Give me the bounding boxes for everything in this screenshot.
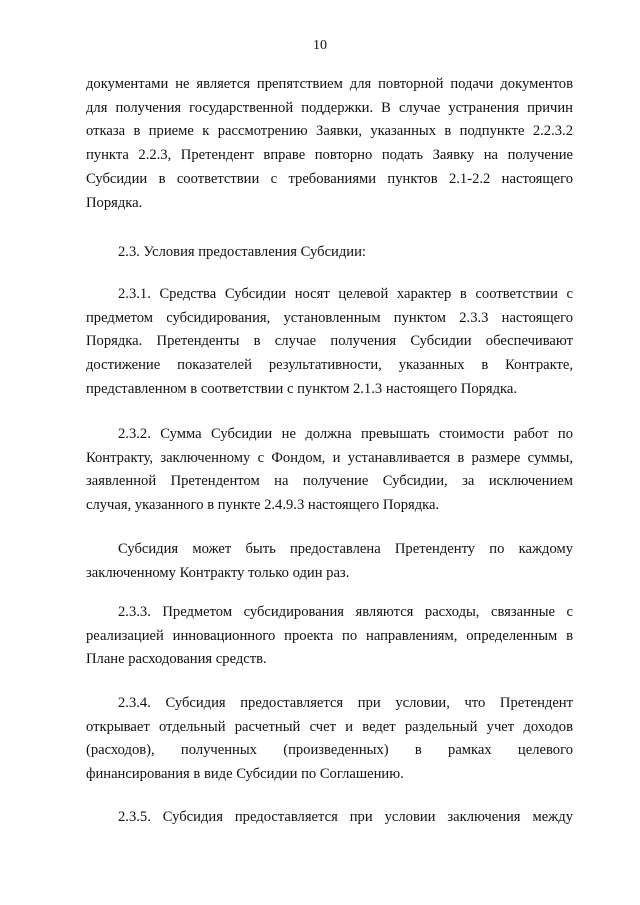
text-line: Порядка. (86, 194, 143, 211)
text-line: Порядка. Претенденты в случае получения Субсидии обеспечивают (86, 333, 573, 350)
text-line: Плане расходования средств. (86, 651, 267, 668)
paragraph-single-subsidy (86, 538, 573, 585)
text-line: документами не является препятствием для повторной подачи документов (86, 76, 573, 92)
text-line: заявленной Претендентом на получение Субсидии, за исключением (86, 473, 573, 490)
text-line: 2.3.5. Субсидия предоставляется при условии заключения между (118, 809, 573, 825)
text-line: реализацией инновационного проекта по направлениям, определенным в (86, 627, 573, 644)
clause-2-3-5 (86, 806, 573, 830)
section-heading-2-3 (86, 241, 573, 265)
text-line: 2.3.1. Средства Субсидии носят целевой характер в соответствии с (118, 286, 573, 302)
text-line: Субсидия может быть предоставлена Претенденту по каждому (118, 541, 573, 557)
text-line: представленном в соответствии с пунктом 2.1.3 настоящего Порядка. (86, 380, 518, 397)
clause-2-3-4 (86, 692, 573, 787)
text-line: случая, указанного в пункте 2.4.9.3 настоящего Порядка. (86, 497, 440, 514)
text-line: Субсидии в соответствии с требованиями пунктов 2.1-2.2 настоящего (86, 170, 573, 187)
page-number: 10 (313, 38, 327, 53)
text-line: 2.3. Условия предоставления Субсидии: (118, 244, 366, 260)
text-line: для получения государственной поддержки. В случае устранения причин (86, 99, 573, 116)
text-line: 2.3.3. Предметом субсидирования являются расходы, связанные с (118, 604, 573, 620)
text-line: пункта 2.2.3, Претендент вправе повторно подать Заявку на получение (86, 147, 573, 164)
text-line: предметом субсидирования, установленным пунктом 2.3.3 настоящего (86, 309, 573, 326)
text-line: открывает отдельный расчетный счет и ведет раздельный учет доходов (86, 718, 573, 735)
clause-2-3-2 (86, 423, 573, 518)
clause-2-3-1 (86, 283, 573, 402)
text-line: Контракту, заключенному с Фондом, и устанавливается в размере суммы, (86, 449, 573, 466)
clause-2-3-3 (86, 601, 573, 672)
text-line: 2.3.2. Сумма Субсидии не должна превышать стоимости работ по (118, 426, 573, 442)
paragraph-continuation (86, 73, 573, 215)
text-line: 2.3.4. Субсидия предоставляется при условии, что Претендент (118, 695, 573, 711)
text-line: финансирования в виде Субсидии по Соглашению. (86, 766, 404, 783)
text-line: (расходов), полученных (произведенных) в рамках целевого (86, 742, 573, 759)
text-line: заключенному Контракту только один раз. (86, 564, 350, 581)
text-line: отказа в приеме к рассмотрению Заявки, указанных в подпункте 2.2.3.2 (86, 123, 573, 140)
text-line: достижение показателей результативности, указанных в Контракте, (86, 357, 573, 374)
